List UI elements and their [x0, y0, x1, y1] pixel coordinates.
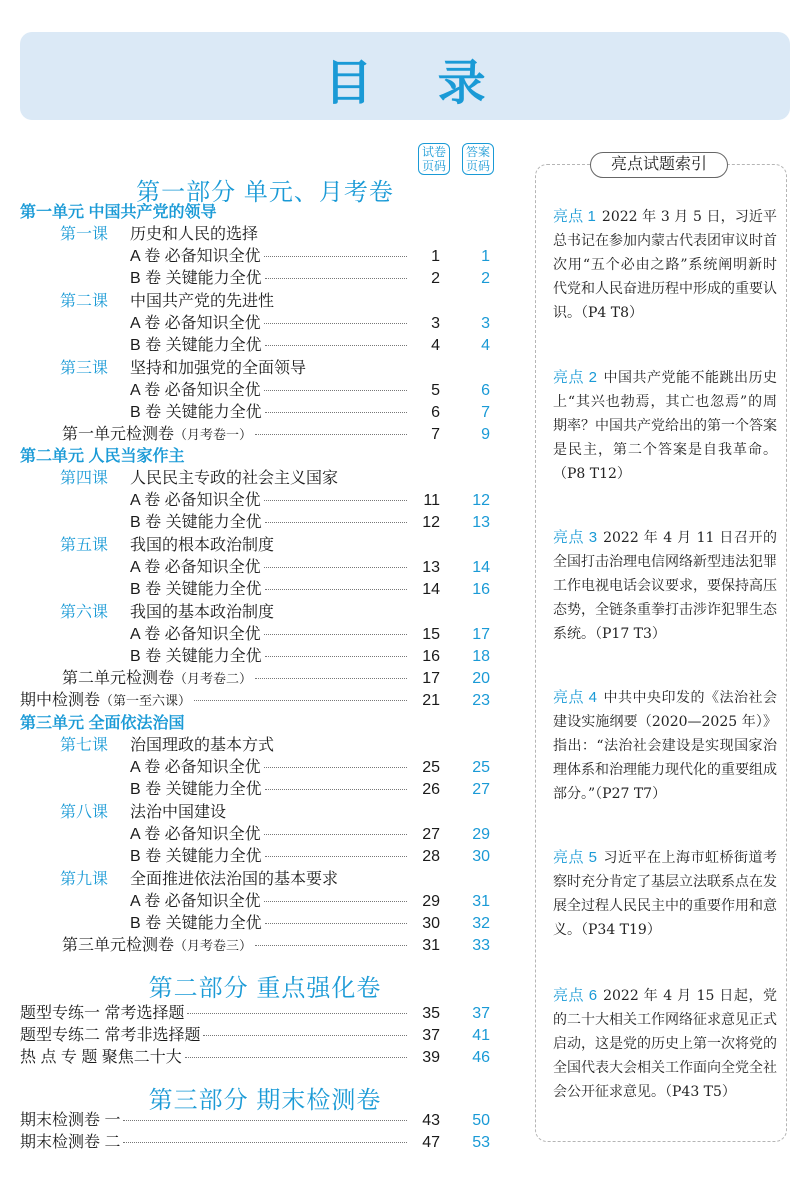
highlight-text: 中国共产党能不能跳出历史上“其兴也勃焉，其亡也忽焉”的周期率？中国共产党给出的第一个答案是民主，第二个答案是自我革命。（P8 T12） [553, 370, 778, 482]
paper-page-number: 1 [431, 248, 440, 265]
highlight-item[interactable] [553, 366, 777, 486]
highlight-label: 亮点 5 [553, 849, 598, 866]
toc-entry[interactable] [20, 913, 490, 935]
dot-leader [203, 1035, 407, 1036]
paper-page-number: 14 [422, 581, 440, 598]
entry-label: B 卷 关键能力全优 [130, 404, 262, 421]
answer-page-number: 46 [472, 1049, 490, 1066]
highlight-label: 亮点 6 [553, 987, 598, 1004]
answer-page-number: 7 [481, 404, 490, 421]
toc-entry[interactable] [20, 579, 490, 601]
lesson-number: 第六课 [60, 604, 109, 621]
dot-leader [194, 700, 407, 701]
toc-entry[interactable] [20, 490, 490, 512]
unit-heading-1[interactable]: 第一单元 中国共产党的领导 [20, 204, 217, 221]
lesson-title: 历史和人民的选择 [130, 226, 259, 243]
lesson-heading[interactable] [20, 224, 490, 246]
answer-page-number: 2 [481, 270, 490, 287]
toc-entry[interactable] [20, 1047, 490, 1069]
paper-page-number: 2 [431, 270, 440, 287]
answer-page-number: 12 [472, 492, 490, 509]
paper-page-number: 3 [431, 315, 440, 332]
highlight-label: 亮点 1 [553, 208, 596, 225]
answer-page-number: 13 [472, 514, 490, 531]
dot-leader [265, 789, 407, 790]
entry-label: 第二单元检测卷（月考卷二） [62, 670, 253, 687]
dot-leader [265, 856, 407, 857]
dot-leader [265, 589, 407, 590]
lesson-title: 全面推进依法治国的基本要求 [130, 871, 339, 888]
answer-page-number: 18 [472, 648, 490, 665]
toc-entry[interactable] [20, 891, 490, 913]
entry-label: A 卷 必备知识全优 [130, 559, 261, 576]
answer-page-number: 32 [472, 915, 490, 932]
paper-page-number: 43 [422, 1112, 440, 1129]
entry-label: A 卷 必备知识全优 [130, 248, 261, 265]
toc-entry[interactable] [20, 846, 490, 868]
dot-leader [185, 1057, 407, 1058]
answer-page-number: 31 [472, 893, 490, 910]
dot-leader [265, 522, 407, 523]
highlight-item[interactable] [553, 846, 777, 942]
answer-page-number: 1 [481, 248, 490, 265]
dot-leader [264, 901, 407, 902]
lesson-number: 第四课 [60, 470, 109, 487]
toc-entry[interactable] [20, 268, 490, 290]
lesson-heading[interactable] [20, 869, 490, 891]
entry-label: A 卷 必备知识全优 [130, 626, 261, 643]
lesson-number: 第一课 [60, 226, 109, 243]
answer-page-number: 9 [481, 426, 490, 443]
answer-page-number: 16 [472, 581, 490, 598]
lesson-number: 第八课 [60, 804, 109, 821]
answer-page-number: 33 [472, 937, 490, 954]
toc-entry[interactable] [20, 624, 490, 646]
highlight-text: 中共中央印发的《法治社会建设实施纲要（2020—2025 年）》指出：“法治社会建设是实现国家治理体系和治理能力现代化的重要组成部分。”（P27 T7） [553, 690, 778, 802]
paper-page-badge: 试卷页码 [418, 143, 450, 175]
paper-page-number: 37 [422, 1027, 440, 1044]
answer-page-number: 23 [472, 692, 490, 709]
paper-page-number: 4 [431, 337, 440, 354]
entry-label: A 卷 必备知识全优 [130, 382, 261, 399]
highlight-item[interactable] [553, 526, 777, 646]
answer-page-badge: 答案页码 [462, 143, 494, 175]
lesson-heading[interactable] [20, 358, 490, 380]
paper-page-number: 29 [422, 893, 440, 910]
toc-entry[interactable] [20, 1110, 490, 1132]
paper-page-number: 15 [422, 626, 440, 643]
paper-page-number: 31 [422, 937, 440, 954]
lesson-heading[interactable] [20, 291, 490, 313]
highlight-item[interactable] [553, 984, 777, 1104]
answer-page-number: 6 [481, 382, 490, 399]
answer-page-number: 27 [472, 781, 490, 798]
entry-label: 期中检测卷（第一至六课） [20, 692, 192, 709]
lesson-heading[interactable] [20, 535, 490, 557]
entry-label: B 卷 关键能力全优 [130, 514, 262, 531]
paper-page-number: 21 [422, 692, 440, 709]
toc-entry[interactable] [20, 668, 490, 690]
highlight-text: 2022 年 4 月 11 日召开的全国打击治理电信网络新型违法犯罪工作电视电话会议要求，要保持高压态势，全链条重拳打击涉诈犯罪生态系统。（P17 T3） [553, 530, 777, 642]
toc-entry[interactable] [20, 557, 490, 579]
dot-leader [264, 256, 407, 257]
toc-entry[interactable] [20, 313, 490, 335]
section-heading-part1: 第一部分 单元、月考卷 [136, 179, 394, 206]
lesson-heading[interactable] [20, 802, 490, 824]
toc-entry[interactable] [20, 335, 490, 357]
entry-label: A 卷 必备知识全优 [130, 826, 261, 843]
entry-label: A 卷 必备知识全优 [130, 492, 261, 509]
answer-page-number: 25 [472, 759, 490, 776]
toc-entry[interactable] [20, 779, 490, 801]
dot-leader [265, 923, 407, 924]
section-heading-part3: 第三部分 期末检测卷 [148, 1087, 382, 1114]
paper-page-number: 26 [422, 781, 440, 798]
entry-label: B 卷 关键能力全优 [130, 781, 262, 798]
highlight-label: 亮点 4 [553, 689, 598, 706]
answer-page-number: 29 [472, 826, 490, 843]
paper-page-number: 5 [431, 382, 440, 399]
entry-label: B 卷 关键能力全优 [130, 915, 262, 932]
dot-leader [255, 678, 407, 679]
paper-page-number: 17 [422, 670, 440, 687]
toc-entry[interactable] [20, 246, 490, 268]
dot-leader [265, 656, 407, 657]
answer-page-number: 3 [481, 315, 490, 332]
dot-leader [264, 567, 407, 568]
unit-heading-2[interactable]: 第二单元 人民当家作主 [20, 448, 185, 465]
toc-entry[interactable] [20, 1025, 490, 1047]
toc-entry[interactable] [20, 424, 490, 446]
highlight-text: 习近平在上海市虹桥街道考察时充分肯定了基层立法联系点在发展全过程人民民主中的重要作用和意义。（P34 T19） [553, 850, 778, 938]
entry-label: 期末检测卷 一 [20, 1112, 121, 1129]
highlight-text: 2022 年 4 月 15 日起，党的二十大相关工作网络征求意见正式启动，这是党的历史上第一次将党的全国代表大会相关工作面向全党全社会公开征求意见。（P43 T5） [553, 988, 777, 1100]
lesson-title: 我国的根本政治制度 [130, 537, 275, 554]
entry-label: B 卷 关键能力全优 [130, 581, 262, 598]
lesson-title: 治国理政的基本方式 [130, 737, 275, 754]
entry-label: B 卷 关键能力全优 [130, 270, 262, 287]
toc-entry[interactable] [20, 646, 490, 668]
dot-leader [264, 323, 407, 324]
lesson-number: 第七课 [60, 737, 109, 754]
lesson-heading[interactable] [20, 735, 490, 757]
toc-entry[interactable] [20, 1132, 490, 1154]
dot-leader [255, 945, 407, 946]
lesson-heading[interactable] [20, 468, 490, 490]
lesson-number: 第五课 [60, 537, 109, 554]
dot-leader [264, 834, 407, 835]
entry-label: 期末检测卷 二 [20, 1134, 121, 1151]
dot-leader [264, 390, 407, 391]
entry-label: B 卷 关键能力全优 [130, 648, 262, 665]
dot-leader [123, 1142, 407, 1143]
dot-leader [264, 634, 407, 635]
answer-page-number: 20 [472, 670, 490, 687]
page-title: 目 录 [324, 57, 512, 110]
paper-page-number: 11 [423, 492, 440, 509]
dot-leader [187, 1013, 407, 1014]
entry-label: A 卷 必备知识全优 [130, 315, 261, 332]
dot-leader [264, 767, 407, 768]
answer-page-number: 37 [472, 1005, 490, 1022]
lesson-number: 第二课 [60, 293, 109, 310]
paper-page-number: 7 [431, 426, 440, 443]
toc-entry[interactable] [20, 512, 490, 534]
lesson-title: 坚持和加强党的全面领导 [130, 360, 307, 377]
answer-page-number: 53 [472, 1134, 490, 1151]
dot-leader [264, 500, 407, 501]
entry-label: A 卷 必备知识全优 [130, 759, 261, 776]
paper-page-number: 28 [422, 848, 440, 865]
entry-label: 第一单元检测卷（月考卷一） [62, 426, 253, 443]
dot-leader [255, 434, 407, 435]
toc-entry[interactable] [20, 757, 490, 779]
entry-label: A 卷 必备知识全优 [130, 893, 261, 910]
paper-page-number: 13 [422, 559, 440, 576]
toc-entry[interactable] [20, 935, 490, 957]
dot-leader [265, 345, 407, 346]
lesson-title: 中国共产党的先进性 [130, 293, 275, 310]
lesson-number: 第三课 [60, 360, 109, 377]
unit-heading-3[interactable]: 第三单元 全面依法治国 [20, 715, 185, 732]
highlights-heading: 亮点试题索引 [590, 152, 728, 178]
paper-page-number: 6 [431, 404, 440, 421]
entry-label: B 卷 关键能力全优 [130, 848, 262, 865]
highlight-text: 2022 年 3 月 5 日，习近平总书记在参加内蒙古代表团审议时首次用“五个必由之路”系统阐明新时代党和人民奋进历程中形成的重要认识。（P4 T8） [553, 209, 777, 321]
answer-page-number: 41 [472, 1027, 490, 1044]
paper-page-number: 27 [422, 826, 440, 843]
dot-leader [123, 1120, 407, 1121]
highlight-item[interactable] [553, 686, 777, 806]
lesson-number: 第九课 [60, 871, 109, 888]
entry-label: B 卷 关键能力全优 [130, 337, 262, 354]
toc-entry[interactable] [20, 1003, 490, 1025]
dot-leader [265, 278, 407, 279]
highlight-label: 亮点 3 [553, 529, 598, 546]
highlight-item[interactable] [553, 205, 777, 325]
lesson-title: 人民民主专政的社会主义国家 [130, 470, 339, 487]
paper-page-number: 16 [422, 648, 440, 665]
paper-page-number: 47 [422, 1134, 440, 1151]
highlight-label: 亮点 2 [553, 369, 598, 386]
toc-entry[interactable] [20, 690, 490, 712]
paper-page-number: 12 [422, 514, 440, 531]
paper-page-number: 30 [422, 915, 440, 932]
paper-page-number: 39 [422, 1049, 440, 1066]
answer-page-number: 14 [472, 559, 490, 576]
entry-label: 题型专练一 常考选择题 [20, 1005, 185, 1022]
section-heading-part2: 第二部分 重点强化卷 [148, 975, 382, 1002]
toc-entry[interactable] [20, 380, 490, 402]
entry-label: 题型专练二 常考非选择题 [20, 1027, 201, 1044]
lesson-title: 我国的基本政治制度 [130, 604, 275, 621]
answer-page-number: 30 [472, 848, 490, 865]
entry-label: 第三单元检测卷（月考卷三） [62, 937, 253, 954]
lesson-heading[interactable] [20, 602, 490, 624]
answer-page-number: 50 [472, 1112, 490, 1129]
answer-page-number: 17 [472, 626, 490, 643]
toc-entry[interactable] [20, 402, 490, 424]
entry-label: 热 点 专 题 聚焦二十大 [20, 1049, 182, 1066]
dot-leader [265, 412, 407, 413]
answer-page-number: 4 [481, 337, 490, 354]
lesson-title: 法治中国建设 [130, 804, 227, 821]
title-banner [20, 32, 790, 120]
toc-entry[interactable] [20, 824, 490, 846]
paper-page-number: 25 [422, 759, 440, 776]
paper-page-number: 35 [422, 1005, 440, 1022]
